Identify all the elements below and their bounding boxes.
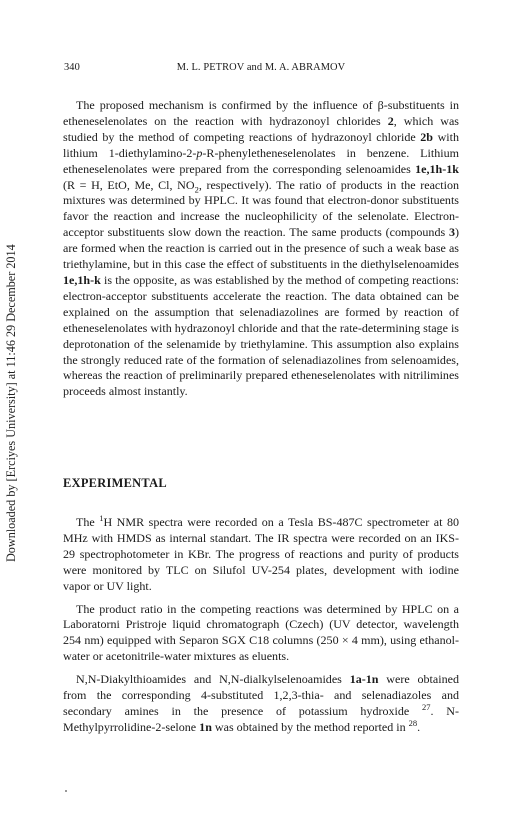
reference-superscript: 27 (422, 701, 431, 712)
text-run: . (417, 719, 421, 734)
compound-ref: 1e,1h-k (63, 272, 101, 287)
compound-ref: 2 (387, 113, 394, 128)
section-heading: EXPERIMENTAL (63, 476, 167, 490)
text-run: N,N-Diakylthioamides and N,N-dialkylselenoamides (76, 672, 350, 687)
synthesis-paragraph (63, 672, 459, 736)
text-run: The proposed mechanism is confirmed by the influence of β-substituents in etheneselenolates on the reaction with hydrazonoyl chlorides (63, 98, 459, 128)
text-run: ) are formed when the reaction is carried out in the presence of such a weak base as triethylamine, but in this case the effect of substituents in the diethylselenoamides (63, 225, 459, 272)
compound-ref: 3 (448, 225, 455, 240)
intro-section (63, 98, 459, 400)
download-watermark: Downloaded by [Erciyes University] at 11:46 29 December 2014 (4, 244, 18, 562)
text-run: was obtained by the method reported in (211, 719, 409, 734)
text-run: were obtained from the corresponding 4-substituted 1,2,3-thia- and selenadiazoles and secondary amines in the presence of potassium hydroxide (63, 672, 459, 718)
subscript: 2 (194, 183, 199, 194)
experimental-section (63, 512, 459, 743)
compound-ref: 2b (420, 129, 434, 144)
text-run: , respectively). The ratio of products in the reaction mixtures was determined by HPLC. It was found that electron-donor substituents favor the reaction and increase the nucleophilicity of the selenolate. Electron-acceptor substituents slow down the reaction. The same products (compounds (63, 177, 459, 240)
reference-superscript: 28 (408, 717, 418, 728)
text-run: with lithium 1-diethylamino-2- (63, 129, 459, 160)
compound-ref: 1e,1h-1k (415, 161, 459, 176)
intro-paragraph (63, 98, 459, 400)
page-number: 340 (64, 62, 80, 73)
running-authors: M. L. PETROV and M. A. ABRAMOV (176, 62, 346, 73)
stray-mark (65, 790, 67, 792)
compound-ref: 1a-1n (349, 672, 379, 687)
text-run: . N-Methylpyrrolidine-2-selone (63, 703, 459, 734)
hplc-paragraph: The product ratio in the competing reactions was determined by HPLC on a Laboratorni Pristroje liquid chromatograph (Czech) (UV detector, wavelength 254 nm) equipped with Separon SGX C18 columns (250 × 4 mm), using ethanol-water or acetonitrile-water mixtures as eluents. (63, 601, 459, 664)
superscript: 1 (99, 512, 104, 523)
text-run: , which was studied by the method of competing reactions of hydrazonoyl chloride (63, 113, 459, 144)
text-run: The (76, 515, 100, 529)
text-run: is the opposite, as was established by the method of competing reactions: electron-acceptor substituents accelerate the reaction. The data obtained can be explained on the assumption that selenadiazolines are formed by reaction of etheneselenolates with hydrazonoyl chloride and that the rate-determining stage is deprotonation of the selenamide by triethylamine. This assumption also explains the strongly reduced rate of the formation of selenadiazolines from selenoamides, whereas the reaction of preliminarily prepared etheneselenolates with nitrilimines proceeds almost instantly. (63, 272, 459, 399)
text-run: H NMR spectra were recorded on a Tesla BS-487C spectrometer at 80 MHz with HMDS as internal standart. The IR spectra were recorded on an IKS-29 spectrophotometer in KBr. The progress of reactions and purity of products were monitored by TLC on Silufol UV-254 plates, development with iodine vapor or UV light. (63, 515, 459, 593)
text-run: -R-phenyletheneselenolates in benzene. Lithium etheneselenolates were prepared from the corresponding selenoamides (63, 145, 459, 176)
text-run: (R = H, EtO, Me, Cl, NO (63, 177, 195, 192)
italic-prefix: p (196, 145, 203, 160)
compound-ref: 1n (199, 719, 212, 734)
nmr-paragraph (63, 512, 459, 595)
